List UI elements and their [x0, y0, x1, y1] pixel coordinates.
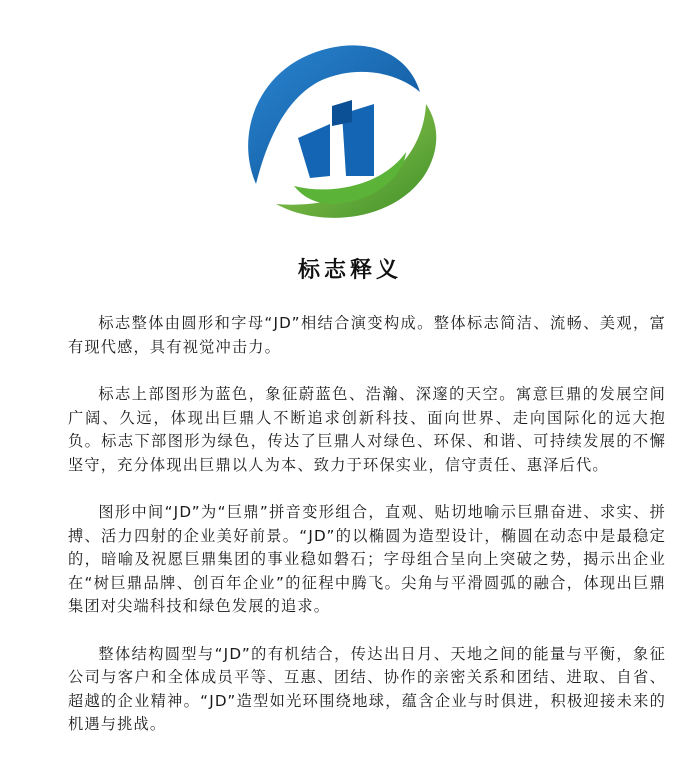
page-title: 标志释义 — [297, 258, 402, 283]
letter-j-shape — [298, 124, 330, 178]
paragraph-1: 标志整体由圆形和字母“JD”相结合演变构成。整体标志简洁、流畅、美观，富有现代感，具有视觉冲击力。 — [68, 314, 666, 356]
paragraph-3: 图形中间“JD”为“巨鼎”拼音变形组合，直观、贴切地喻示巨鼎奋进、求实、拼搏、活力四射的企业美好前景。“JD”的以椭圆为造型设计，椭圆在动态中是最稳定的，暗喻及祝愿巨鼎集团的事业稳如磐石；字母组合呈向上突破之势，揭示出企业在“树巨鼎品牌、创百年企业”的征程中腾飞。尖角与平滑圆弧的融合，体现出巨鼎集团对尖端科技和绿色发展的追求。 — [68, 503, 666, 615]
paragraph-2: 标志上部图形为蓝色，象征蔚蓝色、浩瀚、深邃的天空。寓意巨鼎的发展空间广阔、久远，体现出巨鼎人不断追求创新科技、面向世界、走向国际化的远大抱负。标志下部图形为绿色，传达了巨鼎人对绿色、环保、和谐、可持续发展的不懈坚守，充分体现出巨鼎以人为本、致力于环保实业，信守责任、惠泽后代。 — [68, 385, 666, 474]
letter-j-tail-shape — [332, 100, 352, 126]
jd-logo — [234, 26, 452, 246]
paragraph-4: 整体结构圆型与“JD”的有机结合，传达出日月、天地之间的能量与平衡，象征公司与客户和全体成员平等、互惠、团结、协作的亲密关系和团结、进取、自省、超越的企业精神。“JD”造型如光环围绕地球，蕴含企业与时俱进，积极迎接未来的机遇与挑战。 — [68, 644, 666, 733]
description-text — [68, 312, 666, 761]
